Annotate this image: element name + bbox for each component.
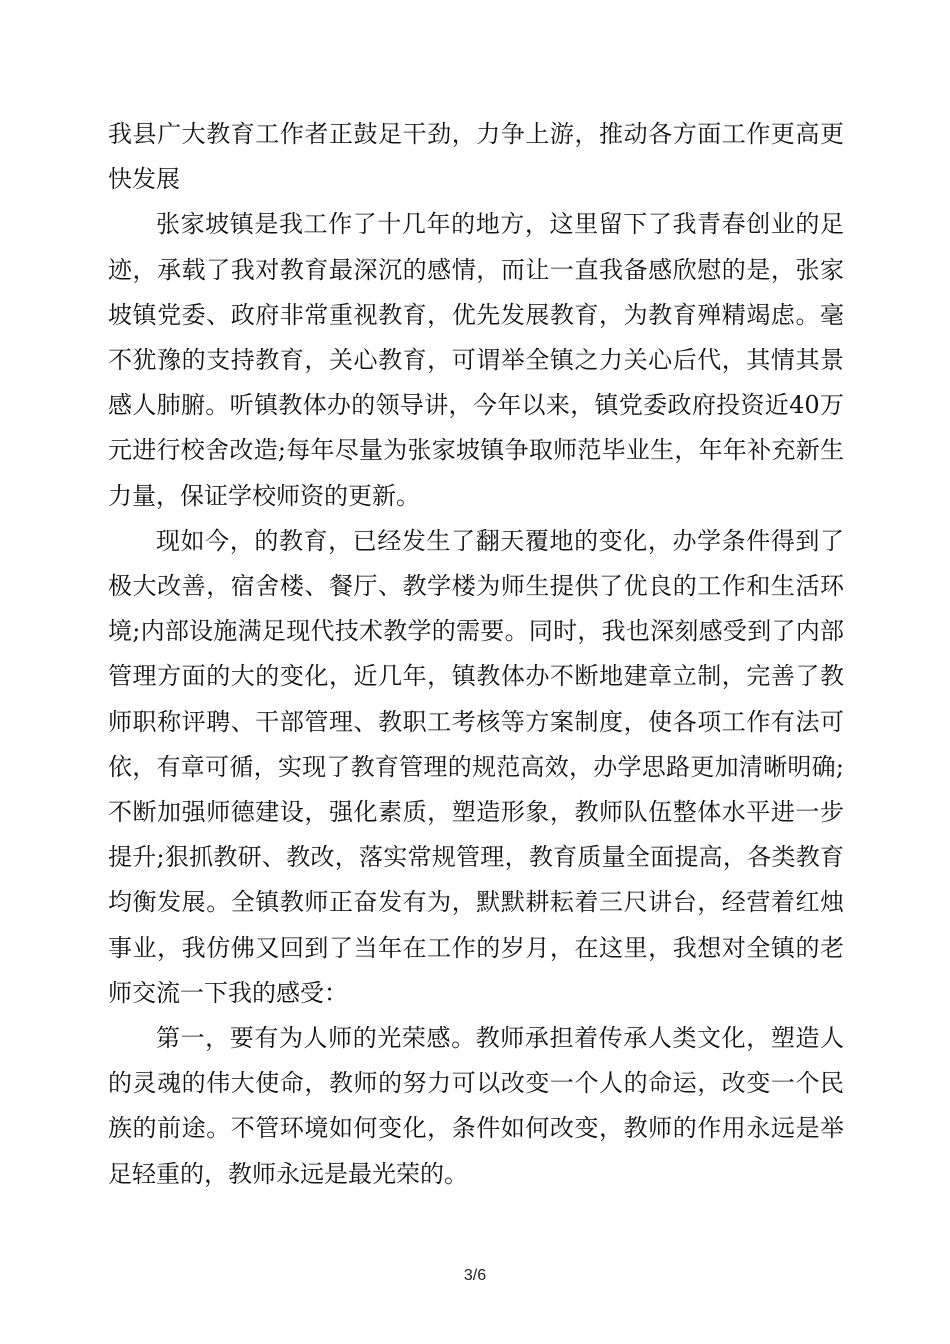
document-body	[108, 112, 844, 1197]
paragraph-education-changes: 现如今，的教育，已经发生了翻天覆地的变化，办学条件得到了极大改善，宿舍楼、餐厅、教学楼为师生提供了优良的工作和生活环境;内部设施满足现代技术教学的需要。同时，我也深刻感受到了内部管理方面的大的变化，近几年，镇教体办不断地建章立制，完善了教师职称评聘、干部管理、教职工考核等方案制度，使各项工作有法可依，有章可循，实现了教育管理的规范高效，办学思路更加清晰明确;不断加强师德建设，强化素质，塑造形象，教师队伍整体水平进一步提升;狠抓教研、教改，落实常规管理，教育质量全面提高，各类教育均衡发展。全镇教师正奋发有为，默默耕耘着三尺讲台，经营着红烛事业，我仿佛又回到了当年在工作的岁月，在这里，我想对全镇的老师交流一下我的感受：	[108, 526, 844, 1007]
paragraph-continuation: 我县广大教育工作者正鼓足干劲，力争上游，推动各方面工作更高更快发展	[108, 120, 844, 194]
paragraph-first-point: 第一，要有为人师的光荣感。教师承担着传承人类文化，塑造人的灵魂的伟大使命，教师的努力可以改变一个人的命运，改变一个民族的前途。不管环境如何变化，条件如何改变，教师的作用永远是举足轻重的，教师永远是最光荣的。	[108, 1024, 844, 1188]
paragraph-zhangjiapo-town: 张家坡镇是我工作了十几年的地方，这里留下了我青春创业的足迹，承载了我对教育最深沉的感情，而让一直我备感欣慰的是，张家坡镇党委、政府非常重视教育，优先发展教育，为教育殚精竭虑。毫不犹豫的支持教育，关心教育，可谓举全镇之力关心后代，其情其景感人肺腑。听镇教体办的领导讲，今年以来，镇党委政府投资近40万元进行校舍改造;每年尽量为张家坡镇争取师范毕业生，年年补充新生力量，保证学校师资的更新。	[108, 210, 844, 510]
page-number: 3/6	[463, 1267, 487, 1284]
